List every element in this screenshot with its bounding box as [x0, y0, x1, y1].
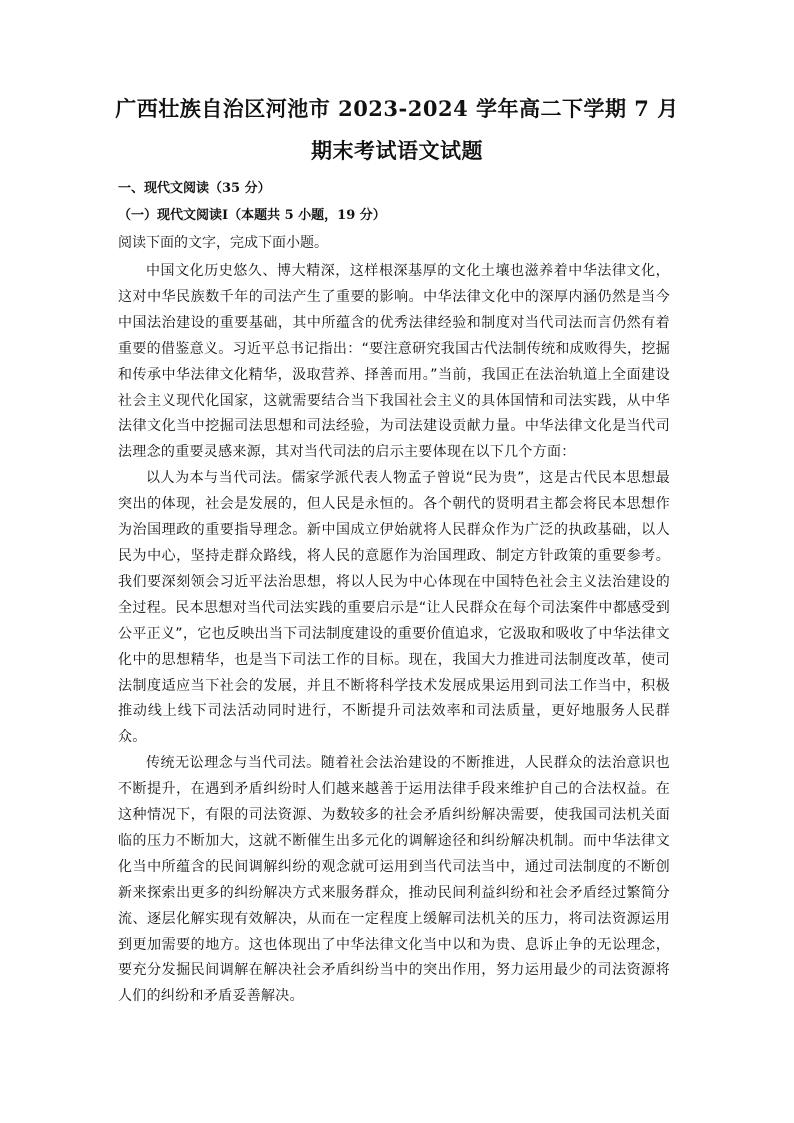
reading-instruction: 阅读下面的文字，完成下面小题。: [118, 235, 328, 251]
document-title-line-2: 期末考试语文试题: [311, 138, 483, 163]
reading-passage: [118, 259, 670, 1010]
document-title-line-1: 广西壮族自治区河池市 2023-2024 学年高二下学期 7 月: [115, 96, 679, 121]
passage-paragraph-1: 中国文化历史悠久、博大精深，这样根深基厚的文化土壤也滋养着中华法律文化，这对中华民族数千年的司法产生了重要的影响。中华法律文化中的深厚内涵仍然是当今中国法治建设的重要基础，其中所蕴含的优秀法律经验和制度对当代司法而言仍然有着重要的借鉴意义。习近平总书记指出：“要注意研究我国古代法制传统和成败得失，挖掘和传承中华法律文化精华，汲取营养、择善而用。”当前，我国正在法治轨道上全面建设社会主义现代化国家，这就需要结合当下我国社会主义的具体国情和司法实践，从中华法律文化当中挖掘司法思想和司法经验，为司法建设贡献力量。中华法律文化是当代司法理念的重要灵感来源，其对当代司法的启示主要体现在以下几个方面：: [118, 263, 670, 461]
subsection-heading: （一）现代文阅读Ⅰ（本题共 5 小题，19 分）: [118, 208, 386, 223]
section-heading: 一、现代文阅读（35 分）: [118, 181, 271, 196]
passage-paragraph-2: 以人为本与当代司法。儒家学派代表人物孟子曾说“民为贵”，这是古代民本思想最突出的体现，社会是发展的，但人民是永恒的。各个朝代的贤明君主都会将民本思想作为治国理政的重要指导理念。新中国成立伊始就将人民群众作为广泛的执政基础，以人民为中心，坚持走群众路线，将人民的意愿作为治国理政、制定方针政策的重要参考。我们要深刻领会习近平法治思想，将以人民为中心体现在中国特色社会主义法治建设的全过程。民本思想对当代司法实践的重要启示是“让人民群众在每个司法案件中都感受到公平正义”，它也反映出当下司法制度建设的重要价值追求，它汲取和吸收了中华法律文化中的思想精华，也是当下司法工作的目标。现在，我国大力推进司法制度改革，使司法制度适应当下社会的发展，并且不断将科学技术发展成果运用到司法工作当中，积极推动线上线下司法活动同时进行，不断提升司法效率和司法质量，更好地服务人民群众。: [118, 470, 670, 746]
passage-paragraph-3: 传统无讼理念与当代司法。随着社会法治建设的不断推进，人民群众的法治意识也不断提升，在遇到矛盾纠纷时人们越来越善于运用法律手段来维护自己的合法权益。在这种情况下，有限的司法资源、为数较多的社会矛盾纠纷解决需要，使我国司法机关面临的压力不断加大，这就不断催生出多元化的调解途径和纠纷解决机制。而中华法律文化当中所蕴含的民间调解纠纷的观念就可运用到当代司法当中，通过司法制度的不断创新来探索出更多的纠纷解决方式来服务群众，推动民间利益纠纷和社会矛盾经过繁简分流、逐层化解实现有效解决，从而在一定程度上缓解司法机关的压力，将司法资源运用到更加需要的地方。这也体现出了中华法律文化当中以和为贵、息诉止争的无讼理念，要充分发掘民间调解在解决社会矛盾纠纷当中的突出作用，努力运用最少的司法资源将人们的纠纷和矛盾妥善解决。: [118, 755, 670, 1005]
